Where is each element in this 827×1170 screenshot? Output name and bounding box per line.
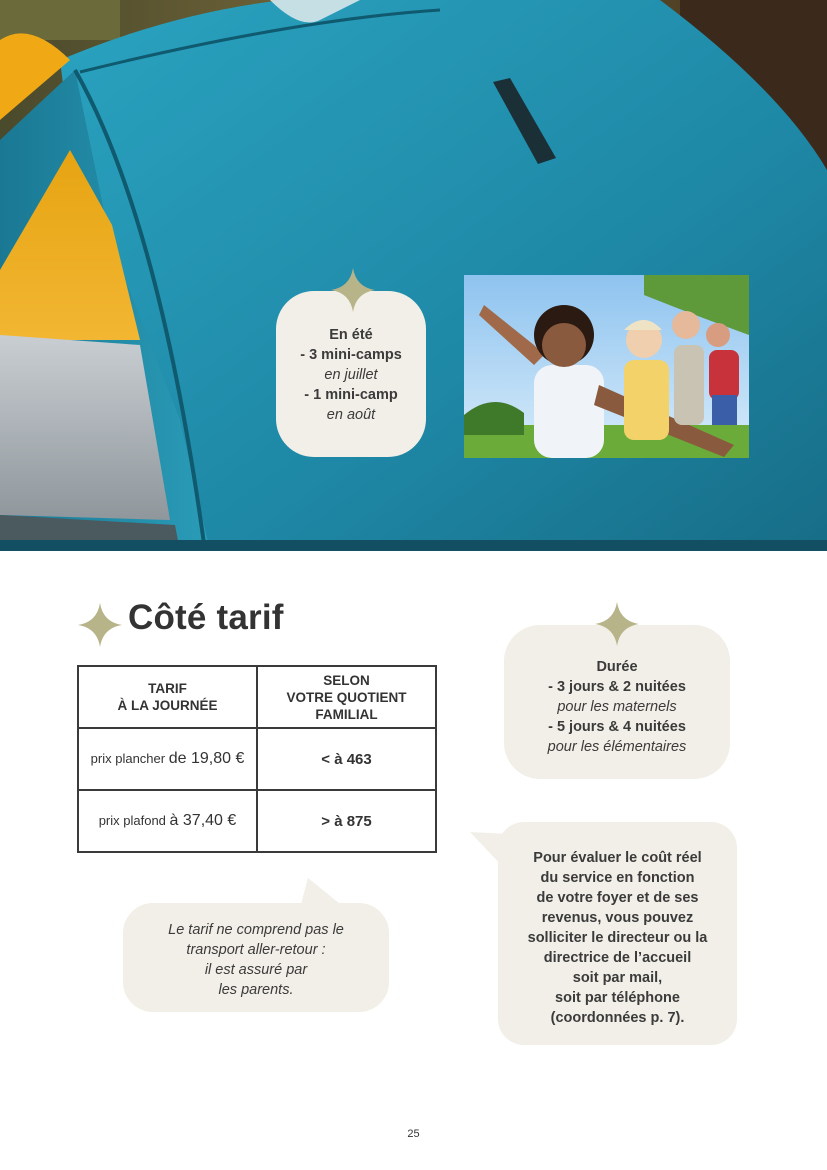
eval-line: soit par mail, [572, 970, 663, 986]
price-label: prix plafond [98, 813, 166, 828]
star-icon [78, 603, 122, 647]
duration-bubble [504, 625, 730, 779]
eval-line: soit par téléphone [555, 990, 680, 1006]
price-value: à 37,40 € [169, 812, 237, 829]
quotient-cell: < à 463 [257, 728, 436, 790]
duration-line-1: - 3 jours & 2 nuitées [548, 679, 686, 695]
table-header-row [78, 666, 436, 728]
cost-evaluation-bubble [498, 822, 737, 1045]
eval-line: du service en fonction [540, 870, 695, 886]
table-row [78, 728, 436, 790]
summer-line-1: - 3 mini-camps [300, 347, 402, 363]
transport-line-1: Le tarif ne comprend pas le [168, 922, 344, 938]
summer-line-4: en août [326, 407, 376, 423]
star-icon [595, 602, 639, 646]
duration-line-4: pour les élémentaires [547, 739, 687, 755]
eval-line: de votre foyer et de ses [536, 890, 699, 906]
header-family-quotient: SELON VOTRE QUOTIENT FAMILIAL [257, 666, 436, 728]
transport-note-bubble [123, 903, 389, 1012]
price-table [77, 665, 437, 853]
page-number: 25 [407, 1128, 420, 1140]
transport-line-4: les parents. [218, 982, 294, 998]
duration-title: Durée [596, 659, 638, 675]
duration-line-2: pour les maternels [557, 699, 677, 715]
summer-line-2: en juillet [324, 367, 378, 383]
table-row [78, 790, 436, 852]
section-title: Côté tarif [128, 598, 284, 637]
header-daily-rate: TARIF À LA JOURNÉE [78, 666, 257, 728]
price-floor-cell [78, 728, 257, 790]
transport-line-2: transport aller-retour : [186, 942, 326, 958]
star-icon [331, 268, 375, 312]
summer-title: En été [329, 327, 373, 343]
price-ceiling-cell [78, 790, 257, 852]
eval-line: solliciter le directeur ou la [527, 930, 708, 946]
price-value: de 19,80 € [168, 750, 245, 767]
eval-line: revenus, vous pouvez [541, 910, 694, 926]
eval-line: Pour évaluer le coût réel [533, 850, 702, 866]
price-label: prix plancher [90, 751, 166, 766]
eval-line: directrice de l’accueil [543, 950, 692, 966]
summer-line-3: - 1 mini-camp [304, 387, 398, 403]
quotient-cell: > à 875 [257, 790, 436, 852]
transport-line-3: il est assuré par [204, 962, 308, 978]
children-photo [464, 275, 749, 458]
children-illustration [464, 275, 749, 458]
eval-line: (coordonnées p. 7). [550, 1010, 685, 1026]
summer-camps-bubble [276, 291, 426, 457]
duration-line-3: - 5 jours & 4 nuitées [548, 719, 686, 735]
